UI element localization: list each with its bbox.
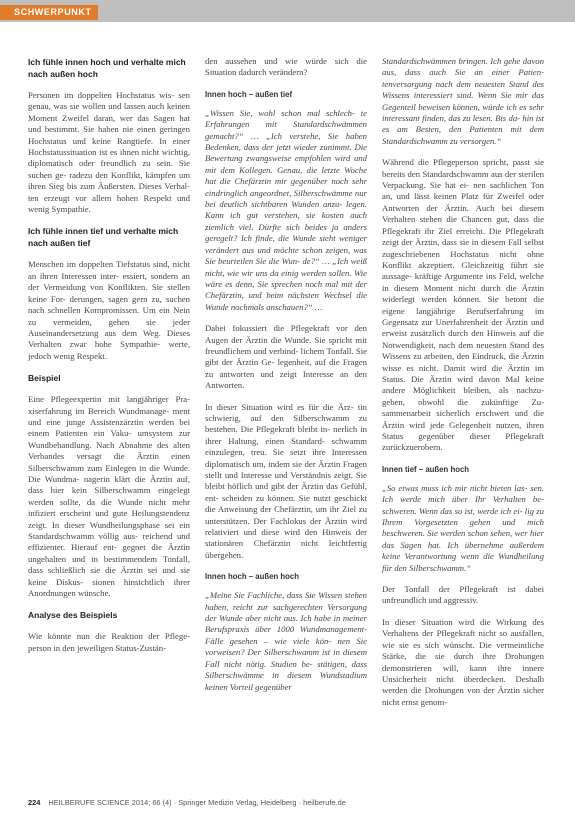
subheading-high-low: Innen hoch – außen tief [205,89,293,99]
quote: Standardschwämmen bringen. Ich gehe davon aus, dass auch Sie an einer Patien- tenversorgung nach dem neuesten Stand des Wissens interessiert sind. Wenn Sie mir das Gegenteil beweisen können, würde ich es sehr interessant finden, das zu lesen. Bis da- hin ist es am Besten, den Patienten mit dem Standardschwamm zu versorgen.“ [382,56,544,146]
subheading-low-high: Innen tief – außen hoch [382,464,470,474]
paragraph: Menschen im doppelten Tiefstatus sind, nicht an ihren Interessen inter- essiert, sondern an der Vermeidung von Konflikten. Sie stellen keine For- derungen, sagen gern zu, suchen nach schnellen Kompromissen. Um ein Nein zu vermeiden, gehen sie jeder Auseinandersetzung aus dem Weg. Dieses Verhalten zwar hohe Sympathie- werte, jedoch wenig Respekt. [28,259,190,361]
paragraph: Dabei fokussiert die Pflegekraft vor den Augen der Ärztin die Wunde. Sie spricht mit freundlichem und verbind- lichem Tonfall. Sie gibt der Ärztin Ge- legenheit, auf die Fragen zu antworten und zeigt Interesse an den Antworten. [205,323,367,391]
paragraph: Personen im doppelten Hochstatus wis- sen genau, was sie wollen und lassen auch keinen Moment Zweifel daran, wer das Sagen hat und bestimmt. Sie haben nie einen geringen Hochstatus und keine Rangtiefe. In einer Hochstatussituation ist es ihnen nicht wichtig, diplomatisch oder freundlich zu sein. Sie suchen ge- radezu den Konflikt, kämpfen um ihren Sieg bis zum Äußersten. Dieses Verhal- ten erzeugt vor allem hohen Respekt und wenig Sympathie. [28,90,190,215]
paragraph: den aussehen und wie würde sich die Situation dadurch verändern? [205,56,367,78]
page-footer [28,797,558,809]
heading-example: Beispiel [28,373,61,384]
subheading-high-high: Innen hoch – außen hoch [205,572,300,582]
quote: „Meine Sie Fachliche, dass Sie Wissen stehen haben, reicht zur sachgerechten Versorgung der Wunde aber nicht aus. Ich habe in meiner Berufspraxis über 1000 Wundmanagement-Fälle gesehen – wie viele kön- nen Sie vorweisen? Der Silberschwamm ist in diesem Fall nicht nötig. Studien be- stätigen, dass Silberschwämme in diesem Wundstadium keinen Vorteil gegenüber [205,590,367,692]
heading-low-low: Ich fühle innen tief und verhalte mich nach außen tief [28,226,179,249]
paragraph: Eine Pflegeexpertin mit langjähriger Pra- xiserfahrung im Bereich Wundmanage- ment und eine junge Assistenzärztin werden bei einem Patienten ein Vaku- umsystem zur Wundbehandlung. Nach Abnahme des alten Verbandes versagt die Ärztin einen Silberschwamm zum Einlegen in die Wunde. Die Wundma- nagerin klärt die Ärztin auf, dass hier kein Silberschwamm eingelegt werden sollte, da die Wunde nicht mehr infiziert erscheint und gute Heilungstendenz zeigt. In dieser Wundheilungsphase sei ein Standardschwamm völlig aus- reichend und effizienter. Hierauf ent- gegnet die Ärztin ungehalten und in bestimmendem Tonfall, dass schließlich sie die Ärztin sei und sie keine Diskus- sionen hinsichtlich ihrer Anordnungen wünsche. [28,394,190,599]
paragraph: Der Tonfall der Pflegekraft ist dabei unfreundlich und aggressiv. [382,584,544,606]
paragraph: Wie könnte nun die Reaktion der Pflege- person in den jeweiligen Status-Zustän- [28,631,190,653]
paragraph: In dieser Situation wird die Wirkung des Verhaltens der Pflegekraft nicht so ausfallen, wie sie es sich wünscht. Die vermeintliche Stärke, die sie durch ihre Drohungen demonstrieren will, kann ihre innere Unsicherheit nicht überdecken. Deshalb werden die Drohungen von der Ärztin sicher nicht ernst genom- [382,616,544,707]
page-number: 224 [28,798,41,807]
quote: „Wissen Sie, wohl schon mal schlech- te Erfahrungen mit Standardschwämmen gemacht?“ … „Ich verstehe, Sie haben Bedenken, dass der jetzt wieder zunimmt. Die Bewertung zwangsweise empfohlen wird und mit dem Kollegen. Genau, die letzte Woche hat die Chefärztin mir gegenüber noch sehr eindringlich angeordnet, Silberschwämme nur bei deutlich sichtbaren Wunden anzu- legen. Kann ich gut verstehen, sie kosten auch ziemlich viel. Dürfte sich beides ja anders geregelt? Ich finde, die Wunde sieht weniger verändert aus und möchte schon zeigen, was Sie beurteilen Sie die Wun- de?“ … „Ich weiß nicht, wie wir uns da einig werden sollen. Wie wäre es denn, Sie sprechen noch mal mit der Chefärztin, und beim nächsten Wechsel die Wunde nochmals anschauen?“ … [205,107,367,312]
section-label: SCHWERPUNKT [0,5,98,20]
column-middle [205,56,367,703]
header-bar [0,0,575,22]
column-right [382,56,544,718]
heading-analysis: Analyse des Beispiels [28,610,118,621]
citation: HEILBERUFE SCIENCE 2014; 66 (4) · Springer Medizin Verlag, Heidelberg · heilberufe.de [48,798,346,807]
heading-high-high: Ich fühle innen hoch und verhalte mich nach außen hoch [28,57,186,79]
quote: „So etwas muss ich mir nicht bieten las- sen. Ich werde mich über Ihr Verhalten be- schweren. Wenn das so ist, werde ich ei- lig zu Ihrem Vorgesetzten gehen und mich beschweren. Sie werden schon sehen, wer hier das Sagen hat. Ich übernehme außerdem keine Verantwortung wenn die Wundheilung für den Silberschwamm.“ [382,482,544,573]
paragraph: Während die Pflegeperson spricht, passt sie bereits den Standardschwamm aus der sterilen Verpackung. Sie hat ei- nen sachlichen Ton an, und lässt keinen Platz für Zweifel oder Antworten der Ärztin. Auch bei diesem Verhalten stehen die Chancen gut, dass die Pflegekraft ihr Ziel erreicht. Die Pflegekraft zeigt der Ärztin, dass sie in diesem Fall selbst zugeschriebenen Hochstatus nicht ohne Konflikt akzeptiert. Gleichzeitig führt sie aussage- kräftige Argumente ins Feld, welche in diesem Moment nicht durch die Ärztin widerlegt werden können. Sie betont die eigene langjährige Berufserfahrung im Gegensatz zur Unerfahrenheit der Ärztin und erweist zusätzlich durch den Hinweis auf die Notwendigkeit, nach dem neuesten Stand des Wissens zu arbeiten, den Eindruck, die Ärztin wisse es nicht. Damit wird die Ärztin im Status. Die Ärztin wird davon Mal keine andere Möglichkeit bleiben, als nachzu- geben, obwohl die zukünftige Zu- sammenarbeit sicherlich erschwert und die Ärztin wird jede Gelegenheit nutzen, ihren Status gegenüber dieser Pflegekraft zurückzuerobern. [382,157,544,453]
column-left [28,56,190,664]
paragraph: In dieser Situation wird es für die Ärz- tin schwierig, auf den Silberschwamm zu bestehen. Die Pflegekraft bleibt in- nerlich in ihrer Haltung, einen Standard- schwamm einzulegen, treu. Sie setzt ihre Interessen diplomatisch um, indem sie der Ärztin Fragen stellt und Interesse und Verständnis zeigt. Sie bleibt höflich und gibt der Ärztin das Gefühl, ent- scheiden zu können. Sie nutzt geschickt die Anweisung der Chefärztin, um ihr Ziel zu unterstützen. Der Fachlokus der Ärztin wird relativiert und diese wird den Hinweis der stationären Chefärztin nicht leichtfertig übergehen. [205,401,367,560]
